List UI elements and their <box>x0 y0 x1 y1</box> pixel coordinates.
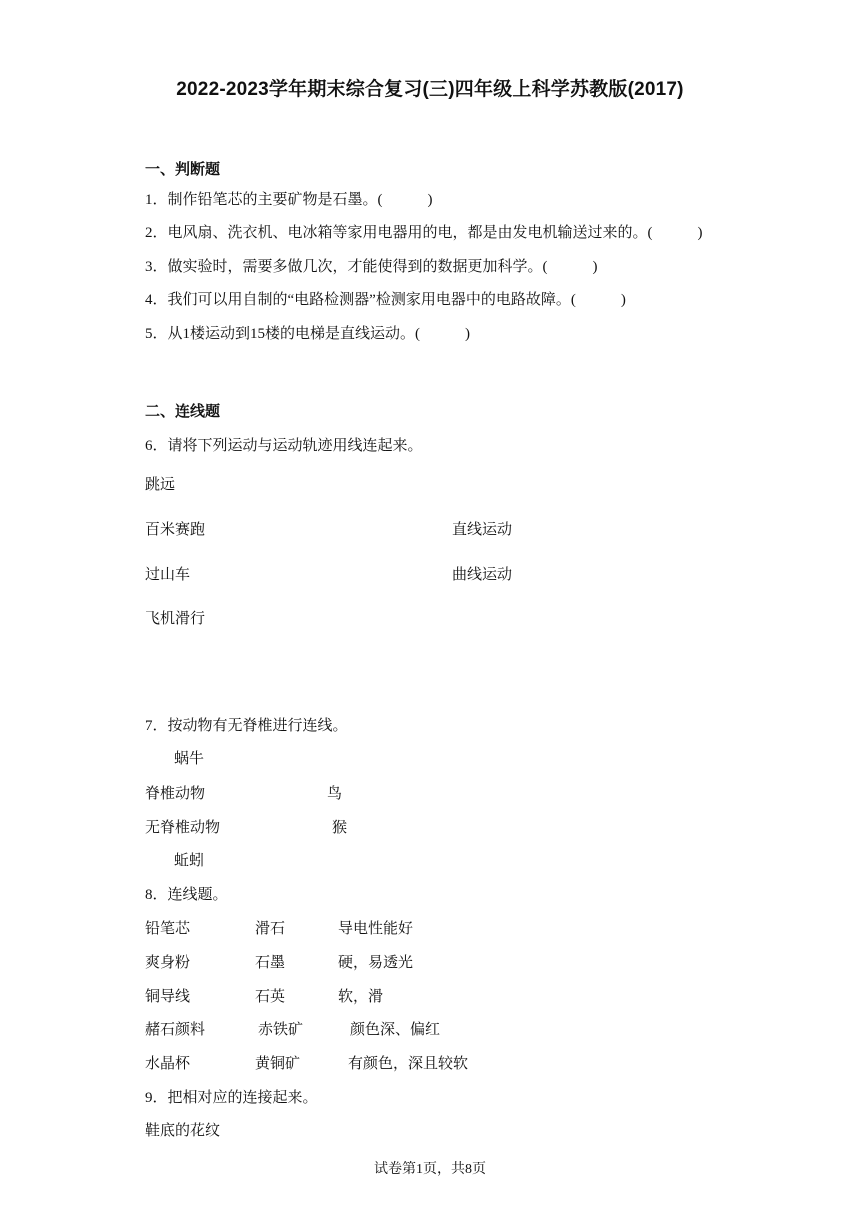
q8-col1-item: 爽身粉 <box>145 955 191 971</box>
q8-col2-item: 石墨 <box>255 955 286 971</box>
q8-col3-item: 有颜色，深且较软 <box>348 1056 469 1072</box>
q6-left-item: 过山车 <box>145 567 191 583</box>
q8-col3-item: 硬，易透光 <box>338 955 414 971</box>
question-3: 3．做实验时，需要多做几次，才能使得到的数据更加科学。( ) <box>145 259 598 275</box>
q8-col3-item: 软，滑 <box>338 989 384 1005</box>
q7-category: 无脊椎动物 <box>145 820 221 836</box>
question-7-prompt: 7．按动物有无脊椎进行连线。 <box>145 718 348 734</box>
section-heading-judgement: 一、判断题 <box>145 161 221 178</box>
question-6-prompt: 6．请将下列运动与运动轨迹用线连起来。 <box>145 438 423 454</box>
question-5: 5．从1楼运动到15楼的电梯是直线运动。( ) <box>145 326 470 342</box>
q6-right-item: 曲线运动 <box>452 567 513 583</box>
section-heading-matching: 二、连线题 <box>145 403 221 420</box>
q8-col3-item: 颜色深、偏红 <box>350 1022 441 1038</box>
q7-category: 脊椎动物 <box>145 786 206 802</box>
q8-col2-item: 滑石 <box>255 921 286 937</box>
question-2: 2．电风扇、洗衣机、电冰箱等家用电器用的电，都是由发电机输送过来的。( ) <box>145 225 703 241</box>
q6-left-item: 飞机滑行 <box>145 611 206 627</box>
q8-col3-item: 导电性能好 <box>338 921 414 937</box>
page-title: 2022-2023学年期末综合复习(三)四年级上科学苏教版(2017) <box>176 79 684 100</box>
question-8-prompt: 8．连线题。 <box>145 887 228 903</box>
q7-animal: 鸟 <box>327 786 343 802</box>
q8-col2-item: 黄铜矿 <box>255 1056 301 1072</box>
q8-col1-item: 铜导线 <box>145 989 191 1005</box>
question-9-prompt: 9．把相对应的连接起来。 <box>145 1090 318 1106</box>
q8-col1-item: 铅笔芯 <box>145 921 191 937</box>
q8-col2-item: 石英 <box>255 989 286 1005</box>
q9-item: 鞋底的花纹 <box>145 1123 221 1139</box>
q8-col1-item: 赭石颜料 <box>145 1022 206 1038</box>
question-1: 1．制作铅笔芯的主要矿物是石墨。( ) <box>145 192 433 208</box>
q7-animal: 蜗牛 <box>174 751 205 767</box>
q7-animal: 猴 <box>332 820 348 836</box>
q8-col2-item: 赤铁矿 <box>258 1022 304 1038</box>
q8-col1-item: 水晶杯 <box>145 1056 191 1072</box>
q6-left-item: 百米赛跑 <box>145 522 206 538</box>
q7-animal: 蚯蚓 <box>174 853 205 869</box>
question-4: 4．我们可以用自制的“电路检测器”检测家用电器中的电路故障。( ) <box>145 292 626 308</box>
q6-right-item: 直线运动 <box>452 522 513 538</box>
q6-left-item: 跳远 <box>145 477 176 493</box>
page-footer: 试卷第1页，共8页 <box>374 1162 486 1177</box>
